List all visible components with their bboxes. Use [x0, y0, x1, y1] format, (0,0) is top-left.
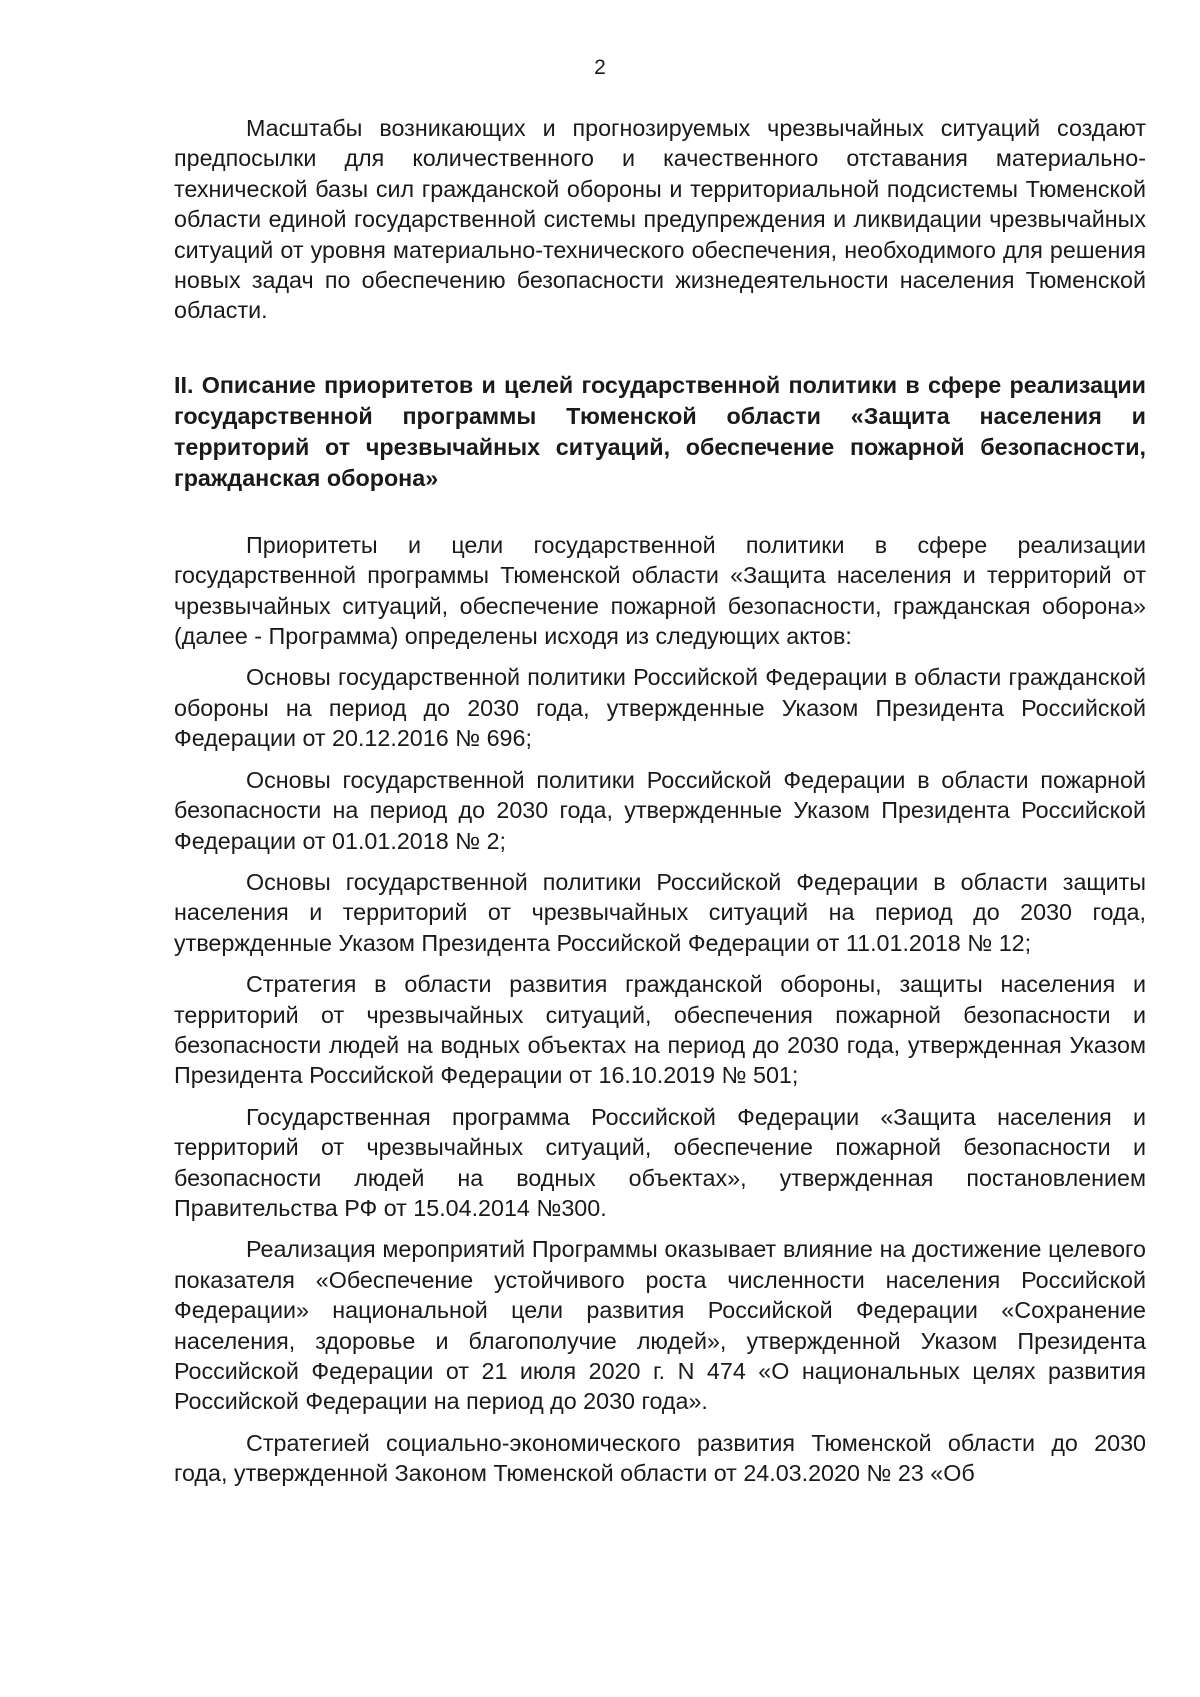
paragraph-emergency-protection-basics: Основы государственной политики Российской Федерации в области защиты населения и территорий от чрезвычайных ситуаций на период до 2030 года, утвержденные Указом Президента Российской Федерации от 11.01.2018 № 12; — [174, 868, 1146, 956]
page-number: 2 — [594, 56, 606, 79]
paragraph-fire-safety-basics: Основы государственной политики Российской Федерации в области пожарной безопасности на период до 2030 года, утвержденные Указом Президента Российской Федерации от 01.01.2018 № 2; — [174, 766, 1146, 854]
paragraph-regional-strategy: Стратегией социально-экономического развития Тюменской области до 2030 года, утвержденной Законом Тюменской области от 24.03.2020 № 23 «Об — [174, 1429, 1146, 1487]
paragraph-national-goals: Реализация мероприятий Программы оказывает влияние на достижение целевого показателя «Обеспечение устойчивого роста численности населения Российской Федерации» национальной цели развития Российской Федерации «Сохранение населения, здоровье и благополучие людей», утвержденной Указом Президента Российской Федерации от 21 июля 2020 г. N 474 «О национальных целях развития Российской Федерации на период до 2030 года». — [174, 1236, 1146, 1415]
intro-paragraph: Масштабы возникающих и прогнозируемых чрезвычайных ситуаций создают предпосылки для количественного и качественного отставания материально-технической базы сил гражданской обороны и территориальной подсистемы Тюменской области единой государственной системы предупреждения и ликвидации чрезвычайных ситуаций от уровня материально-технического обеспечения, необходимого для решения новых задач по обеспечению безопасности жизнедеятельности населения Тюменской области. — [174, 115, 1146, 324]
section-heading: II. Описание приоритетов и целей государственной политики в сфере реализации государственной программы Тюменской области «Защита населения и территорий от чрезвычайных ситуаций, обеспечение пожарной безопасности, гражданская оборона» — [174, 371, 1146, 491]
paragraph-civil-defense-basics: Основы государственной политики Российской Федерации в области гражданской обороны на период до 2030 года, утвержденные Указом Президента Российской Федерации от 20.12.2016 № 696; — [174, 664, 1146, 752]
paragraph-strategy: Стратегия в области развития гражданской обороны, защиты населения и территорий от чрезвычайных ситуаций, обеспечения пожарной безопасности и безопасности людей на водных объектах на период до 2030 года, утвержденная Указом Президента Российской Федерации от 16.10.2019 № 501; — [174, 971, 1146, 1089]
paragraph-state-program: Государственная программа Российской Федерации «Защита населения и территорий от чрезвычайных ситуаций, обеспечение пожарной безопасности и безопасности людей на водных объектах», утвержденная постановлением Правительства РФ от 15.04.2014 №300. — [174, 1103, 1146, 1221]
document-body — [174, 113, 1146, 1489]
paragraph-priorities: Приоритеты и цели государственной политики в сфере реализации государственной программы Тюменской области «Защита населения и территорий от чрезвычайных ситуаций, обеспечение пожарной безопасности, гражданская оборона» (далее - Программа) определены исходя из следующих актов: — [174, 531, 1146, 650]
